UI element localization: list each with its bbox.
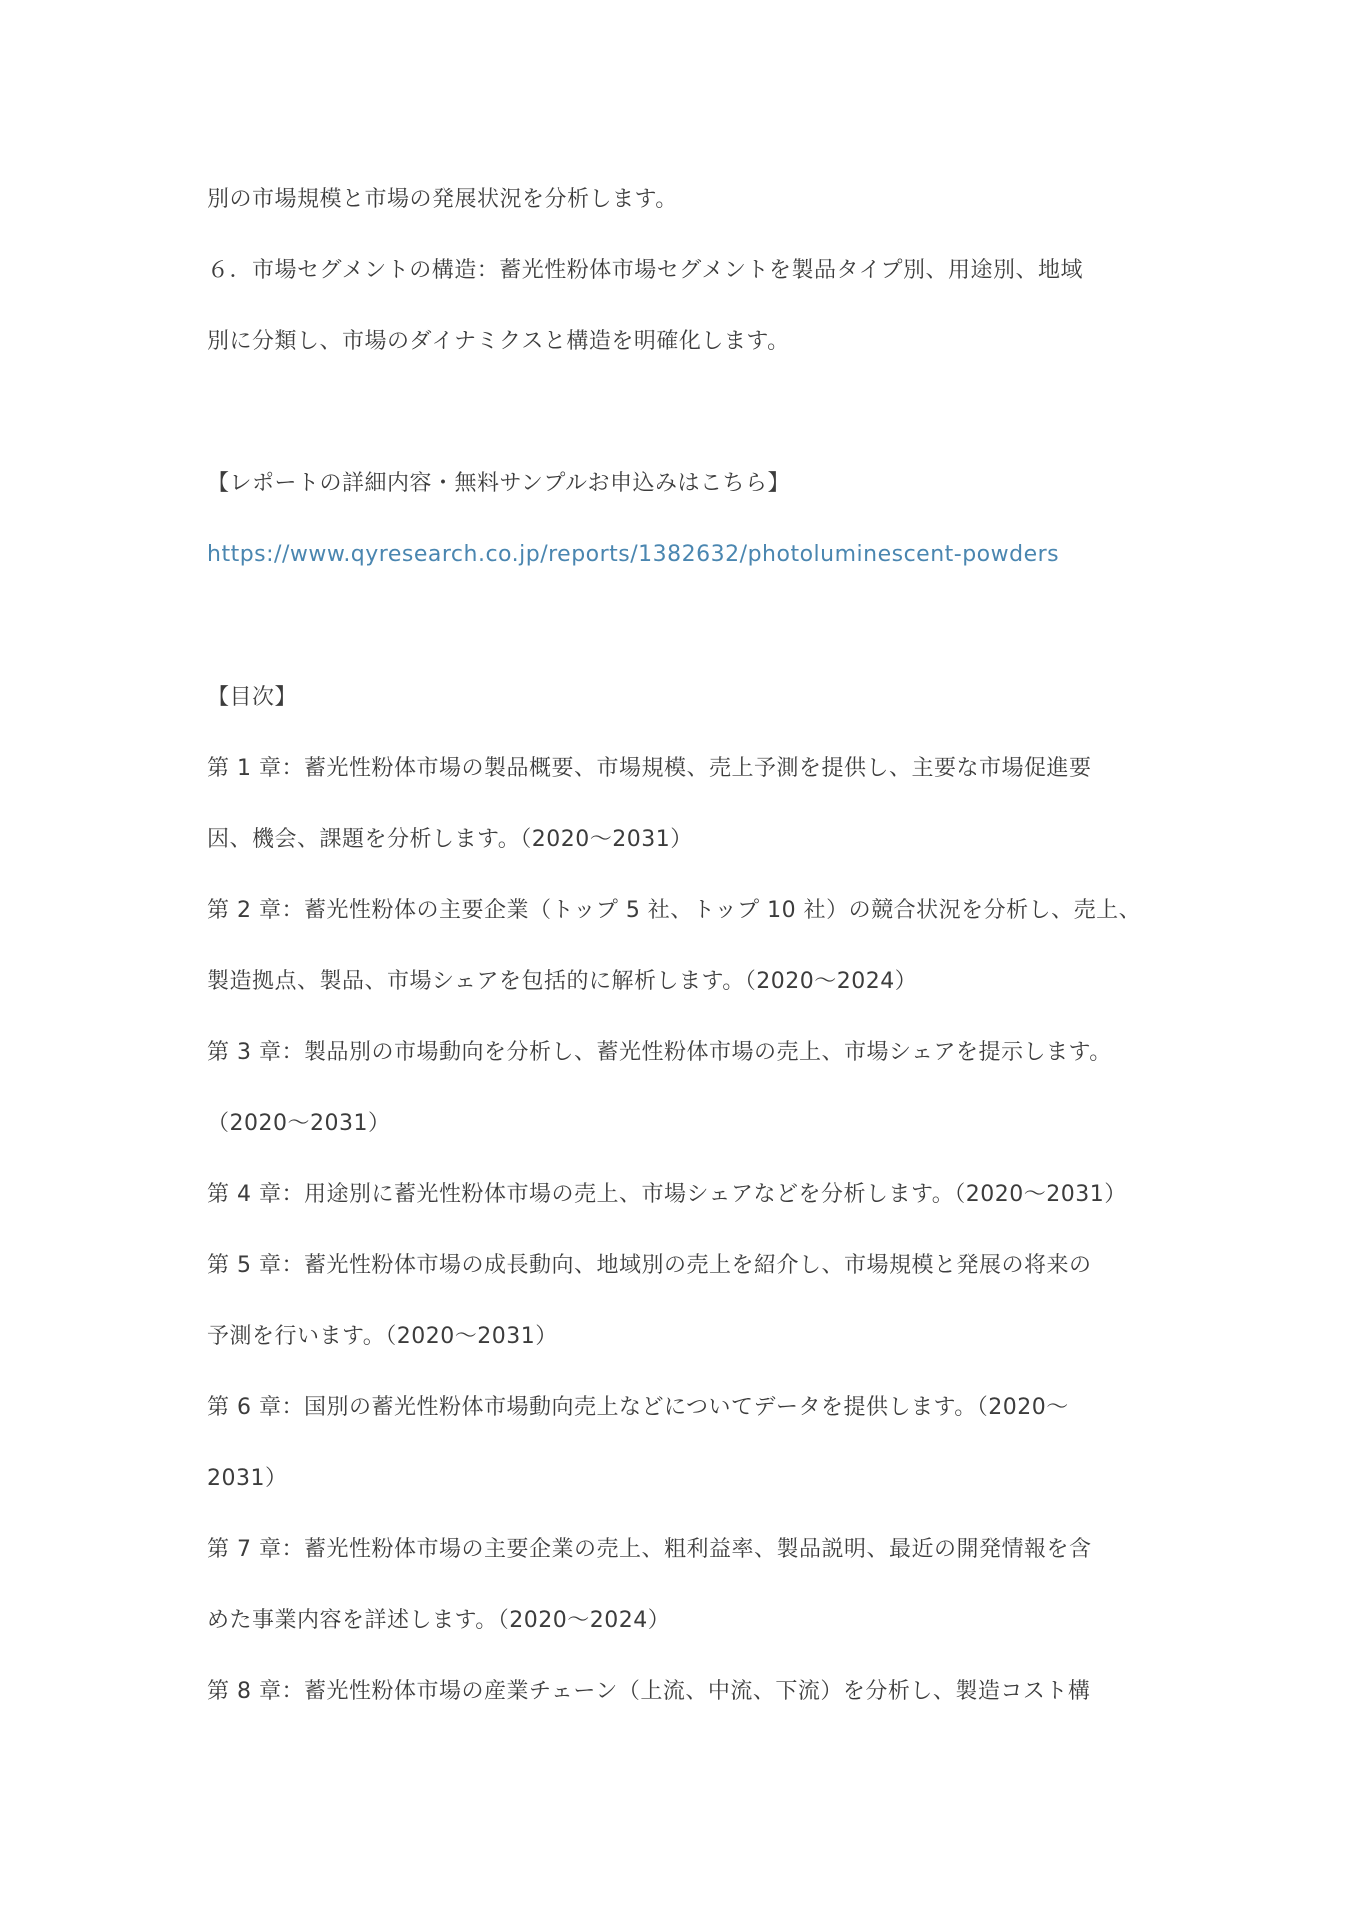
- intro-line-2: ６．市場セグメントの構造：蓄光性粉体市場セグメントを製品タイプ別、用途別、地域: [207, 258, 1083, 283]
- toc-line: 因、機会、課題を分析します。（2020～2031）: [207, 827, 693, 852]
- toc-line: 予測を行います。（2020～2031）: [207, 1324, 558, 1349]
- toc-line: 2031）: [207, 1466, 288, 1491]
- toc-line: 第 4 章：用途別に蓄光性粉体市場の売上、市場シェアなどを分析します。（2020～2031）: [207, 1182, 1127, 1207]
- toc-line: 第 1 章：蓄光性粉体市場の製品概要、市場規模、売上予測を提供し、主要な市場促進要: [207, 756, 1092, 781]
- sample-heading: 【レポートの詳細内容・無料サンプルお申込みはこちら】: [207, 471, 791, 496]
- toc-line: （2020～2031）: [207, 1111, 391, 1136]
- toc-line: 第 5 章：蓄光性粉体市場の成長動向、地域別の売上を紹介し、市場規模と発展の将来の: [207, 1253, 1092, 1278]
- report-link[interactable]: https://www.qyresearch.co.jp/reports/1382632/photoluminescent-powders: [207, 542, 1060, 567]
- toc-line: 第 7 章：蓄光性粉体市場の主要企業の売上、粗利益率、製品説明、最近の開発情報を含: [207, 1537, 1092, 1562]
- toc-heading: 【目次】: [207, 685, 298, 710]
- toc-line: 第 3 章：製品別の市場動向を分析し、蓄光性粉体市場の売上、市場シェアを提示します。: [207, 1040, 1112, 1065]
- intro-line-3: 別に分類し、市場のダイナミクスと構造を明確化します。: [207, 329, 790, 354]
- toc-line: めた事業内容を詳述します。（2020～2024）: [207, 1608, 671, 1633]
- toc-line: 第 2 章：蓄光性粉体の主要企業（トップ 5 社、トップ 10 社）の競合状況を分析し、売上、: [207, 898, 1142, 923]
- toc-line: 製造拠点、製品、市場シェアを包括的に解析します。（2020～2024）: [207, 969, 918, 994]
- toc-line: 第 8 章：蓄光性粉体市場の産業チェーン（上流、中流、下流）を分析し、製造コスト構: [207, 1679, 1091, 1704]
- intro-line-1: 別の市場規模と市場の発展状況を分析します。: [207, 187, 678, 212]
- toc-line: 第 6 章：国別の蓄光性粉体市場動向売上などについてデータを提供します。（2020～: [207, 1395, 1069, 1420]
